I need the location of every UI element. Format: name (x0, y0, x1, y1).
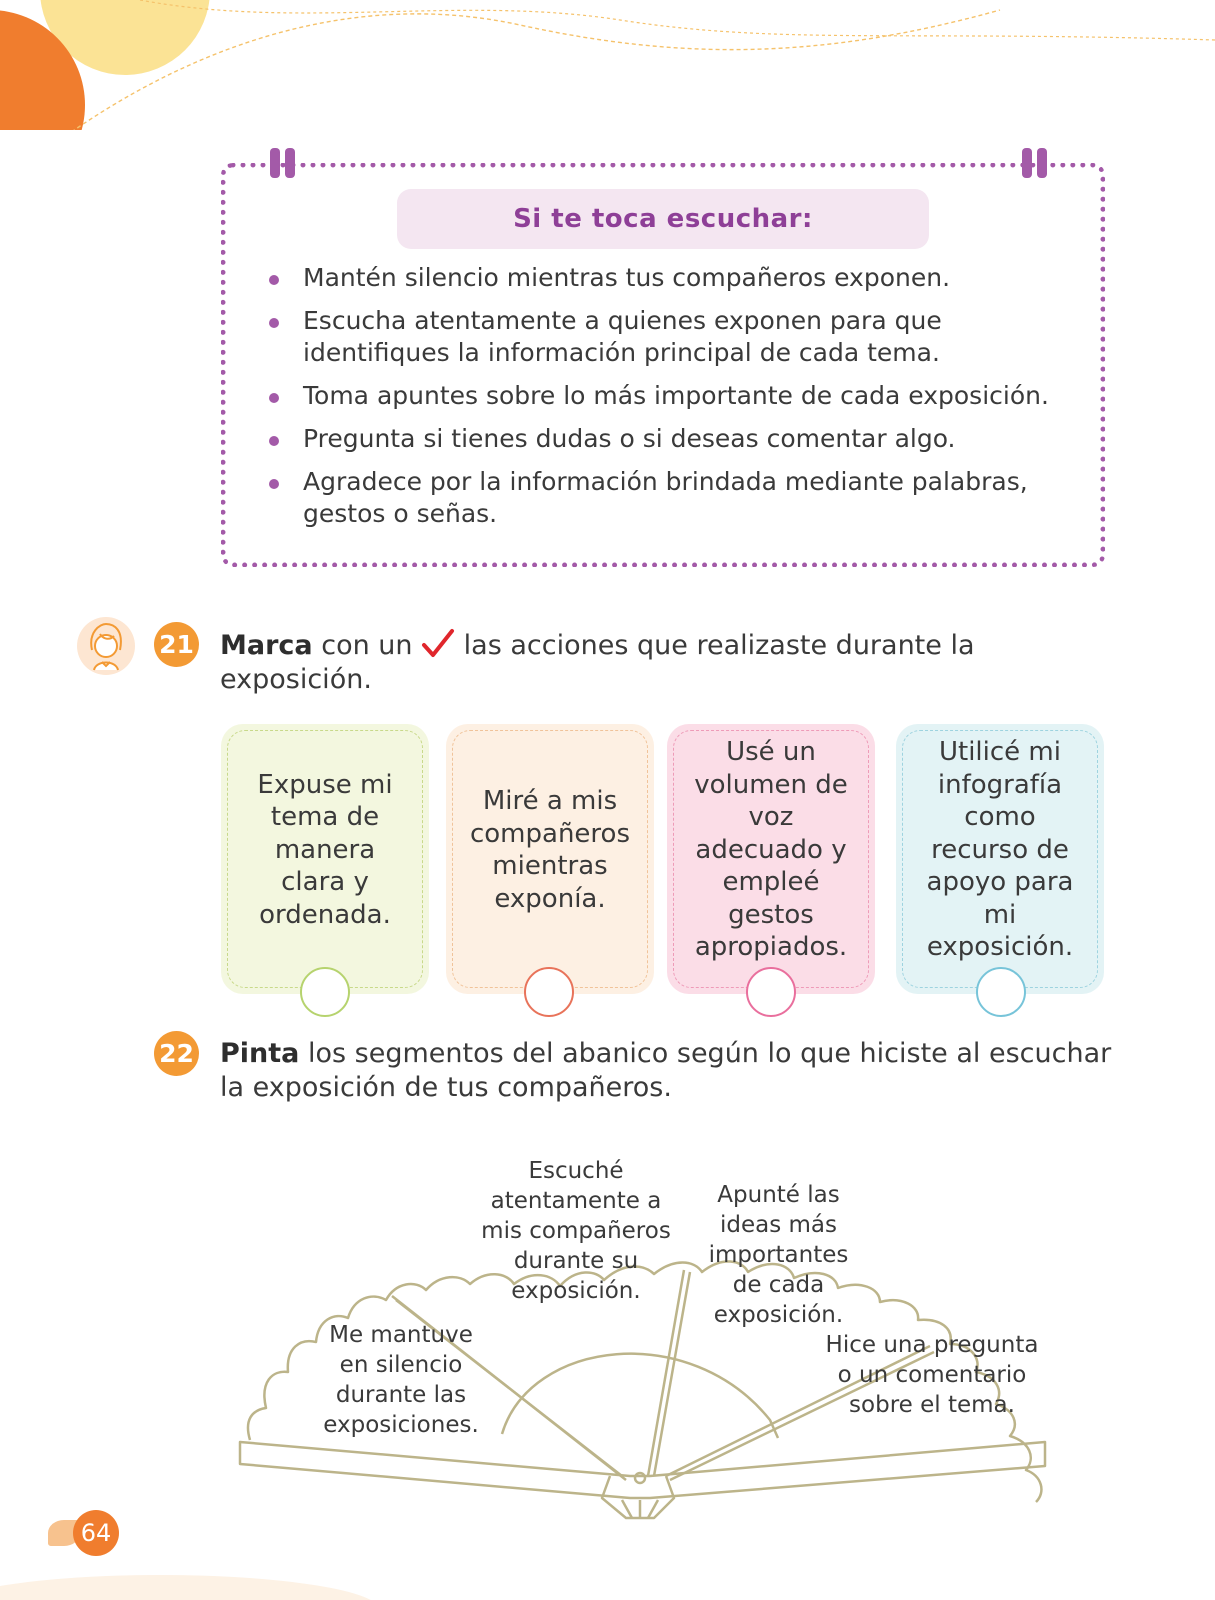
student-avatar-icon (76, 616, 136, 680)
activity-instruction (220, 1037, 1120, 1105)
tip-text: Mantén silencio mientras tus compañeros exponen. (303, 263, 951, 292)
instruction-verb: Pinta (220, 1038, 300, 1069)
bullet-icon (269, 393, 279, 403)
card-text: Miré a mis compañeros mientras exponía. (469, 786, 630, 914)
fan-segment-label: Escuché atentamente a mis compañeros durante su exposición. (481, 1158, 671, 1304)
corner-decoration (0, 0, 1215, 130)
bullet-icon (269, 479, 279, 489)
instruction-text: con un (312, 630, 422, 661)
binder-clip-icon (1037, 148, 1047, 178)
check-circle[interactable] (300, 967, 350, 1017)
tip-text: Escucha atentamente a quienes exponen para que identifiques la información principal de cada tema. (303, 306, 942, 367)
activity-number-badge: 22 (154, 1031, 199, 1076)
page-number: 64 (73, 1510, 119, 1556)
bullet-icon (269, 275, 279, 285)
list-item (262, 466, 1092, 530)
fan-segment-label: Apunté las ideas más importantes de cada exposición. (708, 1182, 849, 1328)
check-circle[interactable] (524, 967, 574, 1017)
checkmark-icon (421, 628, 455, 660)
listening-tips-list (262, 262, 1092, 541)
list-item (262, 423, 1092, 455)
tip-text: Pregunta si tienes dudas o si deseas comentar algo. (303, 424, 956, 453)
binder-clip-icon (270, 148, 280, 178)
bullet-icon (269, 436, 279, 446)
instruction-text: los segmentos del abanico según lo que hiciste al escuchar la exposición de tus compañeros. (220, 1038, 1112, 1103)
activity-number-badge: 21 (154, 622, 199, 667)
instruction-verb: Marca (220, 630, 313, 661)
action-card (896, 724, 1104, 994)
bottom-decoration (0, 1555, 400, 1600)
action-card (667, 724, 875, 994)
tip-text: Toma apuntes sobre lo más importante de cada exposición. (303, 381, 1049, 410)
binder-clip-icon (285, 148, 295, 178)
bullet-icon (269, 318, 279, 328)
list-item (262, 262, 1092, 294)
fan-segment-label: Hice una pregunta o un comentario sobre el tema. (825, 1332, 1039, 1418)
binder-clip-icon (1022, 148, 1032, 178)
list-item (262, 380, 1092, 412)
card-text: Usé un volumen de voz adecuado y empleé gestos apropiados. (694, 737, 848, 963)
list-item (262, 305, 1092, 369)
listening-box-title: Si te toca escuchar: (397, 189, 929, 249)
activity-instruction (220, 628, 1010, 697)
tip-text: Agradece por la información brindada mediante palabras, gestos o señas. (303, 467, 1028, 528)
action-card (446, 724, 654, 994)
fan-segment-label: Me mantuve en silencio durante las exposiciones. (323, 1322, 479, 1438)
action-card (221, 724, 429, 994)
instruction-text: las acciones que realizaste durante la exposición. (220, 630, 975, 695)
card-text: Utilicé mi infografía como recurso de apoyo para mi exposición. (926, 737, 1074, 963)
card-text: Expuse mi tema de manera clara y ordenada. (257, 769, 393, 930)
